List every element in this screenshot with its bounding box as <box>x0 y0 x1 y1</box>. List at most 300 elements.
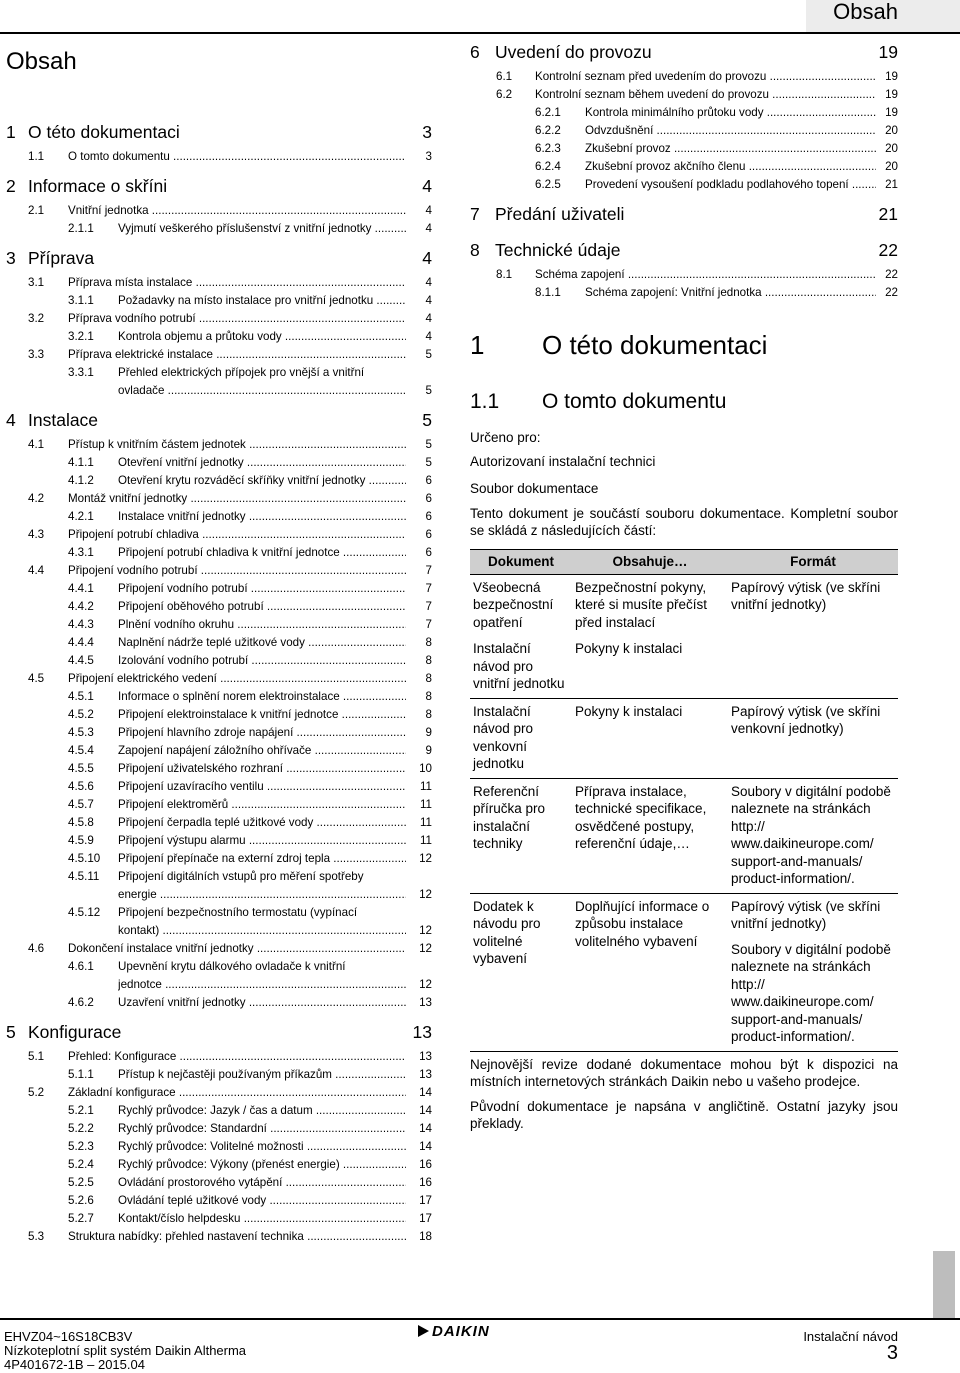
toc-entry <box>0 940 440 958</box>
toc-chapter <box>0 408 440 436</box>
cell-format <box>728 574 898 636</box>
toc-entry-number: 4.1.2 <box>68 474 94 487</box>
toc-entry <box>0 616 440 634</box>
toc-entry-text: Připojení čerpadla teplé užitkové vody ..... <box>118 814 406 832</box>
toc-entry <box>470 266 900 284</box>
toc-entry-number: 5.2.3 <box>68 1140 94 1153</box>
toc-spacer <box>0 400 440 408</box>
toc-entry-page: 12 <box>415 850 432 868</box>
toc-entry-text-line1: Upevnění krytu dálkového ovladače k vnitřní <box>118 960 346 973</box>
toc-entry <box>0 220 440 238</box>
toc-chapter-title: Příprava <box>28 248 95 268</box>
toc-entry <box>0 1174 440 1192</box>
footer-manual-type: Instalační návod <box>803 1329 898 1344</box>
toc-entry-text: Připojení potrubí chladiva k vnitřní jednotce ..... <box>118 544 406 562</box>
toc-entry-number: 4.5.8 <box>68 816 94 829</box>
toc-entry-text: Připojení elektroinstalace k vnitřní jednotce ..... <box>118 706 406 724</box>
toc-spacer <box>0 166 440 174</box>
footer-model: EHVZ04~16S18CB3V <box>4 1329 133 1344</box>
format-paragraph: Papírový výtisk (ve skříni venkovní jednotky) <box>731 703 881 736</box>
toc-entry-page: 20 <box>881 122 898 140</box>
toc-entry-page: 5 <box>422 346 432 364</box>
column-header-contains: Obsahuje… <box>572 550 728 575</box>
toc-entry <box>0 652 440 670</box>
toc-entry-text: Ovládání teplé užitkové vody ..... <box>118 1192 406 1210</box>
toc-entry-number: 4.5.12 <box>68 906 101 919</box>
toc-entry-page: 9 <box>422 724 432 742</box>
toc-entry <box>0 634 440 652</box>
toc-entry-number: 8.1 <box>496 268 513 281</box>
toc-entry-text: Příprava místa instalace ..... <box>68 274 406 292</box>
footer-divider <box>0 1318 960 1320</box>
toc-entry-page: 6 <box>422 526 432 544</box>
toc-entry-number: 6.1 <box>496 70 513 83</box>
toc-entry-page: 6 <box>422 508 432 526</box>
toc-entry <box>0 688 440 706</box>
toc-entry-number: 1.1 <box>28 150 45 163</box>
toc-entry-page: 11 <box>416 778 432 796</box>
cell-contains: Bezpečnostní pokyny, které si musíte přečíst před instalací <box>575 579 708 630</box>
toc-entry-text: Připojení elektroměrů ..... <box>118 796 406 814</box>
toc-entry-text: Základní konfigurace ..... <box>68 1084 406 1102</box>
toc-entry <box>0 1120 440 1138</box>
toc-entry-page: 11 <box>416 814 432 832</box>
documentation-set-label: Soubor dokumentace <box>470 481 599 496</box>
toc-chapter <box>470 202 900 230</box>
toc-entry-page: 11 <box>416 832 432 850</box>
toc-entry <box>0 436 440 454</box>
toc-entry-page: 4 <box>422 310 432 328</box>
toc-entry-text: Připojení přepínače na externí zdroj tepla ..... <box>118 850 406 868</box>
toc-entry-number: 3.2.1 <box>68 330 94 343</box>
table-row <box>470 778 898 893</box>
toc-entry-text: Naplnění nádrže teplé užitkové vody ..... <box>118 634 406 652</box>
section-heading <box>470 330 767 361</box>
toc-entry-page: 20 <box>881 158 898 176</box>
toc-entry-page: 4 <box>422 328 432 346</box>
toc-chapter-number: 5 <box>6 1022 16 1042</box>
documentation-table <box>470 549 898 1052</box>
toc-chapter-number: 2 <box>6 176 16 196</box>
toc-entry-number: 4.5.10 <box>68 852 101 865</box>
toc-entry-text-line2: kontakt) ..... <box>118 922 406 940</box>
toc-entry-page: 17 <box>415 1210 432 1228</box>
footer-docnum: 4P401672-1B – 2015.04 <box>4 1357 145 1372</box>
toc-entry <box>470 158 900 176</box>
toc-entry-number: 5.3 <box>28 1230 45 1243</box>
toc-entry-text: Izolování vodního potrubí ..... <box>118 652 406 670</box>
cell-document: Referenční příručka pro instalační techniky <box>470 778 572 893</box>
toc-entry-text: Přístup k nejčastěji používaným příkazům ..... <box>118 1066 406 1084</box>
toc-chapter <box>0 1020 440 1048</box>
intended-for-value: Autorizovaní instalační technici <box>470 454 656 469</box>
toc-entry-page: 22 <box>881 284 898 302</box>
toc-entry-page: 16 <box>415 1156 432 1174</box>
toc-entry-text: Instalace vnitřní jednotky ..... <box>118 508 406 526</box>
toc-entry <box>0 868 440 904</box>
toc-entry <box>0 742 440 760</box>
toc-entry-page: 14 <box>415 1120 432 1138</box>
toc-entry <box>0 1156 440 1174</box>
toc-entry-text: Otevření krytu rozváděcí skříňky vnitřní jednotky ..... <box>118 472 406 490</box>
toc-entry-number: 4.5.3 <box>68 726 94 739</box>
toc-entry-text: Požadavky na místo instalace pro vnitřní jednotku ..... <box>118 292 406 310</box>
toc-entry-number: 5.2.4 <box>68 1158 94 1171</box>
toc-entry <box>0 904 440 940</box>
toc-entry-number: 5.2.6 <box>68 1194 94 1207</box>
toc-entry-text: Kontrolní seznam během uvedení do provozu ..... <box>535 86 876 104</box>
toc-entry-text: Připojení výstupu alarmu ..... <box>118 832 406 850</box>
toc-entry-text: Připojení potrubí chladiva ..... <box>68 526 406 544</box>
toc-spacer <box>470 230 900 238</box>
toc-chapter-number: 1 <box>6 122 16 142</box>
toc-entry-number: 4.5.4 <box>68 744 94 757</box>
header-divider <box>0 32 960 34</box>
toc-entry-number: 5.2.1 <box>68 1104 94 1117</box>
cell-format <box>728 636 898 698</box>
toc-entry-page: 4 <box>422 202 432 220</box>
table-header-row <box>470 550 898 575</box>
toc-entry-page: 7 <box>422 562 432 580</box>
toc-entry-text-line1: Připojení digitálních vstupů pro měření spotřeby <box>118 870 364 883</box>
toc-chapter-page: 22 <box>878 240 898 260</box>
toc-entry-number: 6.2.1 <box>535 106 561 119</box>
toc-entry <box>470 284 900 302</box>
toc-entry-page: 5 <box>422 382 432 400</box>
toc-entry-text: Struktura nabídky: přehled nastavení technika ..... <box>68 1228 406 1246</box>
toc-entry <box>0 346 440 364</box>
toc-entry-page: 8 <box>422 688 432 706</box>
toc-entry <box>0 580 440 598</box>
toc-entry-number: 4.5.9 <box>68 834 94 847</box>
cell-contains: Doplňující informace o způsobu instalace volitelného vybavení <box>572 893 728 1051</box>
toc-heading: Obsah <box>6 48 77 75</box>
toc-entry-number: 4.4.2 <box>68 600 94 613</box>
toc-entry-number: 5.1 <box>28 1050 45 1063</box>
toc-entry-page: 6 <box>422 472 432 490</box>
toc-entry <box>0 202 440 220</box>
toc-chapter-title: Informace o skříni <box>28 176 168 196</box>
toc-entry-number: 6.2 <box>496 88 513 101</box>
table-row <box>470 893 898 1051</box>
toc-entry <box>0 670 440 688</box>
toc-entry <box>0 1210 440 1228</box>
toc-chapter-number: 8 <box>470 240 480 260</box>
section-number: 1 <box>470 330 485 360</box>
toc-entry-number: 4.1.1 <box>68 456 94 469</box>
toc-entry-number: 4.1 <box>28 438 45 451</box>
toc-entry <box>0 1102 440 1120</box>
toc-entry-number: 4.5.11 <box>68 870 100 883</box>
latest-revision-note: Nejnovější revize dodané dokumentace mohou být k dispozici na místních internetových stránkách Daikin nebo u vašeho prodejce. <box>470 1057 898 1089</box>
toc-entry-number: 5.2.7 <box>68 1212 94 1225</box>
toc-entry-text: Kontrola objemu a průtoku vody ..... <box>118 328 406 346</box>
toc-chapter-title: Technické údaje <box>495 240 621 260</box>
toc-chapter-number: 4 <box>6 410 16 430</box>
toc-entry <box>0 328 440 346</box>
toc-entry-number: 6.2.3 <box>535 142 561 155</box>
toc-entry-number: 4.4.4 <box>68 636 94 649</box>
toc-entry-text: Informace o splnění norem elektroinstalace ..... <box>118 688 406 706</box>
toc-entry-page: 13 <box>415 1066 432 1084</box>
toc-left-column <box>0 120 440 1246</box>
toc-entry <box>470 122 900 140</box>
toc-entry-page: 5 <box>422 436 432 454</box>
toc-entry <box>0 814 440 832</box>
toc-chapter <box>0 120 440 148</box>
toc-entry-text: Provedení vysoušení podkladu podlahového topení ..... <box>585 176 876 194</box>
subsection-heading <box>470 390 726 414</box>
toc-entry-page: 18 <box>415 1228 432 1246</box>
toc-entry-page: 14 <box>415 1084 432 1102</box>
toc-entry <box>470 104 900 122</box>
toc-entry-page: 8 <box>422 706 432 724</box>
toc-entry-page: 12 <box>415 976 432 994</box>
toc-entry <box>0 472 440 490</box>
toc-entry-number: 5.2.2 <box>68 1122 94 1135</box>
brand-name: DAIKIN <box>432 1323 490 1340</box>
toc-entry-text-line1: Připojení bezpečnostního termostatu (vypínací <box>118 906 358 919</box>
toc-entry-number: 3.3.1 <box>68 366 94 379</box>
daikin-logo <box>418 1323 490 1340</box>
toc-spacer <box>470 194 900 202</box>
toc-entry-page: 11 <box>416 796 432 814</box>
toc-entry-page: 19 <box>881 86 898 104</box>
side-tab-marker <box>933 1251 955 1319</box>
toc-chapter-title: Uvedení do provozu <box>495 42 652 62</box>
toc-entry <box>0 778 440 796</box>
toc-chapter-page: 19 <box>878 42 898 62</box>
toc-chapter <box>470 238 900 266</box>
toc-entry-number: 4.6.2 <box>68 996 94 1009</box>
toc-entry-text-line2: energie ..... <box>118 886 406 904</box>
toc-entry <box>470 68 900 86</box>
toc-entry-text: Ovládání prostorového vytápění ..... <box>118 1174 406 1192</box>
toc-entry-page: 4 <box>422 274 432 292</box>
toc-entry-page: 12 <box>415 886 432 904</box>
toc-entry <box>0 1192 440 1210</box>
toc-entry-page: 5 <box>422 454 432 472</box>
toc-entry <box>0 1048 440 1066</box>
toc-entry <box>0 598 440 616</box>
cell-format <box>728 698 898 778</box>
toc-entry-text: Rychlý průvodce: Jazyk / čas a datum ..... <box>118 1102 406 1120</box>
toc-entry-page: 8 <box>422 652 432 670</box>
toc-chapter-number: 6 <box>470 42 480 62</box>
toc-entry-page: 21 <box>881 176 898 194</box>
toc-entry-page: 14 <box>415 1138 432 1156</box>
intended-for-label: Určeno pro: <box>470 430 541 445</box>
format-paragraph: Papírový výtisk (ve skříni vnitřní jednotky) <box>731 898 881 931</box>
toc-chapter-page: 4 <box>422 248 432 268</box>
table-row <box>470 636 898 698</box>
toc-entry-page: 4 <box>422 220 432 238</box>
format-paragraph: Papírový výtisk (ve skříni vnitřní jednotky) <box>731 579 881 612</box>
toc-entry-number: 4.4.1 <box>68 582 94 595</box>
toc-chapter <box>0 246 440 274</box>
subsection-number: 1.1 <box>470 390 500 413</box>
toc-entry <box>0 832 440 850</box>
toc-entry-number: 2.1.1 <box>68 222 94 235</box>
toc-entry-page: 17 <box>415 1192 432 1210</box>
cell-contains: Příprava instalace, technické specifikace, osvědčené postupy, referenční údaje,… <box>572 778 728 893</box>
toc-entry-page: 3 <box>422 148 432 166</box>
toc-entry-number: 4.5.7 <box>68 798 94 811</box>
toc-entry-text: Vnitřní jednotka ..... <box>68 202 406 220</box>
toc-entry-page: 8 <box>422 670 432 688</box>
toc-entry <box>0 148 440 166</box>
toc-entry <box>0 490 440 508</box>
toc-entry-text: Rychlý průvodce: Výkony (přenést energie) ..... <box>118 1156 406 1174</box>
toc-entry-number: 5.1.1 <box>68 1068 94 1081</box>
toc-entry-number: 2.1 <box>28 204 45 217</box>
toc-entry-text: Připojení oběhového potrubí ..... <box>118 598 406 616</box>
toc-entry-page: 10 <box>415 760 432 778</box>
column-header-document: Dokument <box>470 550 572 575</box>
toc-entry-number: 6.2.5 <box>535 178 561 191</box>
toc-entry <box>0 508 440 526</box>
toc-chapter <box>470 40 900 68</box>
toc-entry-text <box>118 868 406 904</box>
cell-contains: Pokyny k instalaci <box>572 698 728 778</box>
toc-entry-page: 9 <box>422 742 432 760</box>
toc-entry-text: Montáž vnitřní jednotky ..... <box>68 490 406 508</box>
toc-entry-page: 6 <box>422 490 432 508</box>
toc-entry-text-line1: Přehled elektrických přípojek pro vnější a vnitřní <box>118 366 365 379</box>
toc-entry-number: 8.1.1 <box>535 286 561 299</box>
toc-entry-text: Kontakt/číslo helpdesku ..... <box>118 1210 406 1228</box>
toc-entry-number: 3.3 <box>28 348 45 361</box>
toc-entry <box>0 526 440 544</box>
toc-entry-text: Zkušební provoz ..... <box>585 140 876 158</box>
format-paragraph: Soubory v digitální podobě naleznete na stránkách http:// www.daikineurope.com/ support-and-manuals/ product-information/. <box>731 783 891 886</box>
toc-entry-number: 4.4.5 <box>68 654 94 667</box>
toc-entry-text: Připojení uživatelského rozhraní ..... <box>118 760 406 778</box>
toc-entry-text: Příprava vodního potrubí ..... <box>68 310 406 328</box>
toc-entry-number: 4.3.1 <box>68 546 94 559</box>
toc-entry <box>0 1138 440 1156</box>
toc-entry <box>0 364 440 400</box>
toc-chapter <box>0 174 440 202</box>
toc-entry <box>0 274 440 292</box>
toc-entry <box>0 1228 440 1246</box>
toc-entry-number: 5.2.5 <box>68 1176 94 1189</box>
column-header-format: Formát <box>728 550 898 575</box>
toc-entry-number: 4.2 <box>28 492 45 505</box>
toc-chapter-title: Předání uživateli <box>495 204 625 224</box>
footer-system: Nízkoteplotní split systém Daikin Altherma <box>4 1343 247 1358</box>
toc-entry-text: Rychlý průvodce: Standardní ..... <box>118 1120 406 1138</box>
toc-entry-page: 13 <box>415 1048 432 1066</box>
original-language-note: Původní dokumentace je napsána v angličtině. Ostatní jazyky jsou překlady. <box>470 1099 898 1131</box>
header-title: Obsah <box>833 0 898 24</box>
toc-chapter-page: 5 <box>422 410 432 430</box>
table-row <box>470 698 898 778</box>
toc-entry-number: 4.6 <box>28 942 45 955</box>
toc-entry <box>470 140 900 158</box>
section-title: O této dokumentaci <box>542 330 768 360</box>
toc-entry-page: 7 <box>422 580 432 598</box>
toc-chapter-page: 4 <box>422 176 432 196</box>
toc-entry-page: 22 <box>881 266 898 284</box>
toc-entry-text: Schéma zapojení: Vnitřní jednotka ..... <box>585 284 876 302</box>
toc-entry-number: 4.6.1 <box>68 960 94 973</box>
toc-entry-text: Zkušební provoz akčního členu ..... <box>585 158 876 176</box>
toc-entry-text: Zapojení napájení záložního ohřívače ..... <box>118 742 406 760</box>
toc-entry-page: 4 <box>422 292 432 310</box>
toc-entry-number: 4.5 <box>28 672 45 685</box>
toc-entry-page: 19 <box>881 68 898 86</box>
toc-entry-number: 4.5.2 <box>68 708 94 721</box>
cell-format <box>728 893 898 1051</box>
toc-entry-text: Odvzdušnění ..... <box>585 122 876 140</box>
toc-entry <box>0 760 440 778</box>
toc-entry-number: 3.2 <box>28 312 45 325</box>
toc-entry-text-line2: ovladače ..... <box>118 382 406 400</box>
toc-entry-text: Dokončení instalace vnitřní jednotky ..... <box>68 940 406 958</box>
format-paragraph: Soubory v digitální podobě naleznete na stránkách http:// www.daikineurope.com/ support-and-manuals/ product-information/. <box>731 941 891 1044</box>
toc-entry-number: 3.1 <box>28 276 45 289</box>
toc-chapter-title: Instalace <box>28 410 99 430</box>
toc-chapter-page: 13 <box>412 1022 432 1042</box>
toc-entry-text <box>118 904 406 940</box>
toc-entry <box>0 796 440 814</box>
toc-chapter-page: 3 <box>422 122 432 142</box>
toc-entry <box>0 454 440 472</box>
toc-chapter-title: O této dokumentaci <box>28 122 180 142</box>
toc-entry-number: 4.4 <box>28 564 45 577</box>
toc-entry-text: Připojení uzavíracího ventilu ..... <box>118 778 406 796</box>
toc-entry-text: Připojení vodního potrubí ..... <box>118 580 406 598</box>
toc-entry-page: 20 <box>881 140 898 158</box>
toc-entry-text: Kontrolní seznam před uvedením do provozu ..... <box>535 68 876 86</box>
toc-entry <box>0 292 440 310</box>
toc-entry <box>0 1066 440 1084</box>
toc-entry-number: 4.4.3 <box>68 618 94 631</box>
toc-entry-page: 7 <box>422 616 432 634</box>
toc-entry <box>0 994 440 1012</box>
toc-entry-page: 12 <box>415 922 432 940</box>
toc-entry-number: 4.2.1 <box>68 510 94 523</box>
page-number: 3 <box>886 1342 898 1364</box>
toc-entry <box>0 706 440 724</box>
toc-entry-page: 8 <box>422 634 432 652</box>
toc-entry <box>470 176 900 194</box>
toc-entry <box>0 958 440 994</box>
toc-entry-page: 13 <box>415 994 432 1012</box>
table-row <box>470 574 898 636</box>
cell-document: Instalační návod pro vnitřní jednotku <box>473 641 565 691</box>
toc-entry-text: O tomto dokumentu ..... <box>68 148 406 166</box>
toc-entry-number: 6.2.4 <box>535 160 561 173</box>
subsection-title: O tomto dokumentu <box>542 390 727 413</box>
toc-entry-text: Přístup k vnitřním částem jednotek ..... <box>68 436 406 454</box>
toc-entry-text: Kontrola minimálního průtoku vody ..... <box>585 104 876 122</box>
toc-entry-text: Připojení vodního potrubí ..... <box>68 562 406 580</box>
daikin-logo-icon <box>418 1325 429 1337</box>
toc-entry-number: 4.5.6 <box>68 780 94 793</box>
toc-entry-page: 19 <box>881 104 898 122</box>
toc-entry-number: 5.2 <box>28 1086 45 1099</box>
toc-entry-number: 3.1.1 <box>68 294 94 307</box>
toc-entry-text: Schéma zapojení ..... <box>535 266 876 284</box>
toc-entry-text <box>118 364 406 400</box>
toc-entry-text: Otevření vnitřní jednotky ..... <box>118 454 406 472</box>
toc-entry <box>0 310 440 328</box>
toc-entry <box>470 86 900 104</box>
toc-chapter-number: 7 <box>470 204 480 224</box>
toc-entry-text: Připojení hlavního zdroje napájení ..... <box>118 724 406 742</box>
